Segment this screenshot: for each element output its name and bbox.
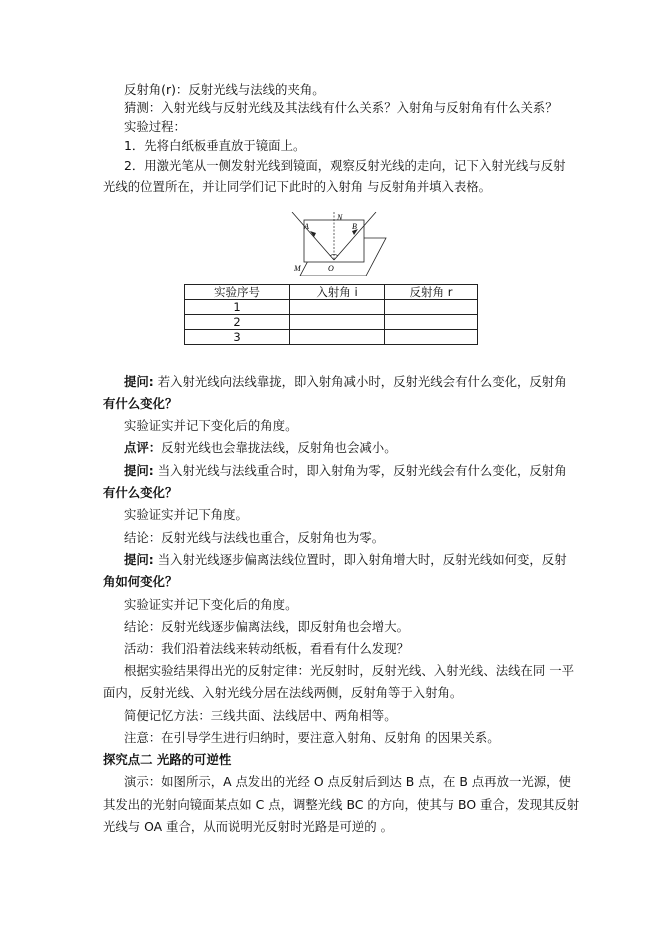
question-label: 提问: [124, 463, 154, 478]
question-label: 提问: [124, 374, 154, 389]
label-m: M [294, 264, 301, 273]
table-cell [290, 315, 385, 330]
question-1-cont: 有什么变化？ [103, 396, 178, 411]
header-trial: 实验序号 [185, 285, 290, 300]
demo-line-2: 其发出的光射向镜面某点如 C 点，调整光线 BC 的方向，使其与 BO 重合，发现其反射 [103, 797, 580, 812]
demo-line-3: 光线与 OA 重合，从而说明光反射时光路是可逆的 。 [103, 819, 394, 834]
question-2 [124, 463, 567, 479]
answer-1: 实验证实并记下变化后的角度。 [124, 418, 298, 433]
teaching-note: 注意：在引导学生进行归纳时，要注意入射角、反射角 的因果关系。 [124, 730, 500, 745]
question-text: 若入射光线向法线靠拢，即入射角减小时，反射光线会有什么变化，反射角 [153, 374, 567, 389]
conclusion-2: 结论：反射光线与法线也重合，反射角也为零。 [124, 530, 385, 545]
label-a: A [304, 222, 309, 231]
label-b: B [352, 222, 357, 231]
activity: 活动：我们沿着法线来转动纸板，看看有什么发现？ [124, 641, 409, 656]
label-n: N [337, 213, 343, 222]
header-reflection-angle: 反射角 r [385, 285, 478, 300]
table-cell [385, 330, 478, 345]
step-1: 1．先将白纸板垂直放于镜面上。 [124, 138, 306, 153]
table-header-row [185, 285, 478, 300]
question-label: 提问: [124, 552, 154, 567]
question-1 [124, 374, 567, 390]
definition-reflection-angle: 反射角(r)：反射光线与法线的夹角。 [124, 82, 325, 97]
reflection-diagram [290, 212, 390, 276]
memory-method: 简便记忆方法：三线共面、法线居中、两角相等。 [124, 708, 397, 723]
table-cell: 1 [185, 300, 290, 315]
question-text: 当入射光线与法线重合时，即入射角为零，反射光线会有什么变化，反射角 [153, 463, 567, 478]
header-incident-angle: 入射角 i [290, 285, 385, 300]
question-3-cont: 角如何变化？ [103, 574, 178, 589]
answer-2: 实验证实并记下角度。 [124, 507, 248, 522]
table-cell [385, 300, 478, 315]
conclusion-3: 结论：反射光线逐步偏离法线，即反射角也会增大。 [124, 619, 409, 634]
comment-1 [124, 440, 397, 456]
table-cell [385, 315, 478, 330]
comment-label: 点评： [124, 440, 162, 455]
question-2-cont: 有什么变化？ [103, 485, 178, 500]
reflection-law-cont: 面内，反射光线、入射光线分居在法线两侧，反射角等于入射角。 [103, 685, 463, 700]
section-heading: 探究点二 光路的可逆性 [103, 752, 232, 767]
table-row [185, 300, 478, 315]
table-cell: 2 [185, 315, 290, 330]
table-cell [290, 330, 385, 345]
table-row [185, 330, 478, 345]
answer-3: 实验证实并记下变化后的角度。 [124, 597, 298, 612]
question-text: 当入射光线逐步偏离法线位置时，即入射角增大时，反射光线如何变，反射 [153, 552, 567, 567]
step-2: 2．用激光笔从一侧发射光线到镜面，观察反射光线的走向，记下入射光线与反射 [124, 158, 566, 173]
comment-text: 反射光线也会靠拢法线，反射角也会减小。 [161, 440, 397, 455]
question-3 [124, 552, 567, 568]
reflection-law: 根据实验结果得出光的反射定律：光反射时，反射光线、入射光线、法线在同 一平 [124, 663, 575, 678]
table-cell: 3 [185, 330, 290, 345]
guess-line: 猜测：入射光线与反射光线及其法线有什么关系？入射角与反射角有什么关系？ [124, 100, 558, 115]
demo-line-1: 演示：如图所示，A 点发出的光经 O 点反射后到达 B 点，在 B 点再放一光源，使 [124, 774, 571, 789]
table-cell [290, 300, 385, 315]
step-2-cont: 光线的位置所在，并让同学们记下此时的入射角 与反射角并填入表格。 [103, 179, 492, 194]
label-o: O [328, 264, 334, 273]
table-row [185, 315, 478, 330]
experiment-table [184, 284, 478, 345]
process-heading: 实验过程： [124, 119, 186, 134]
